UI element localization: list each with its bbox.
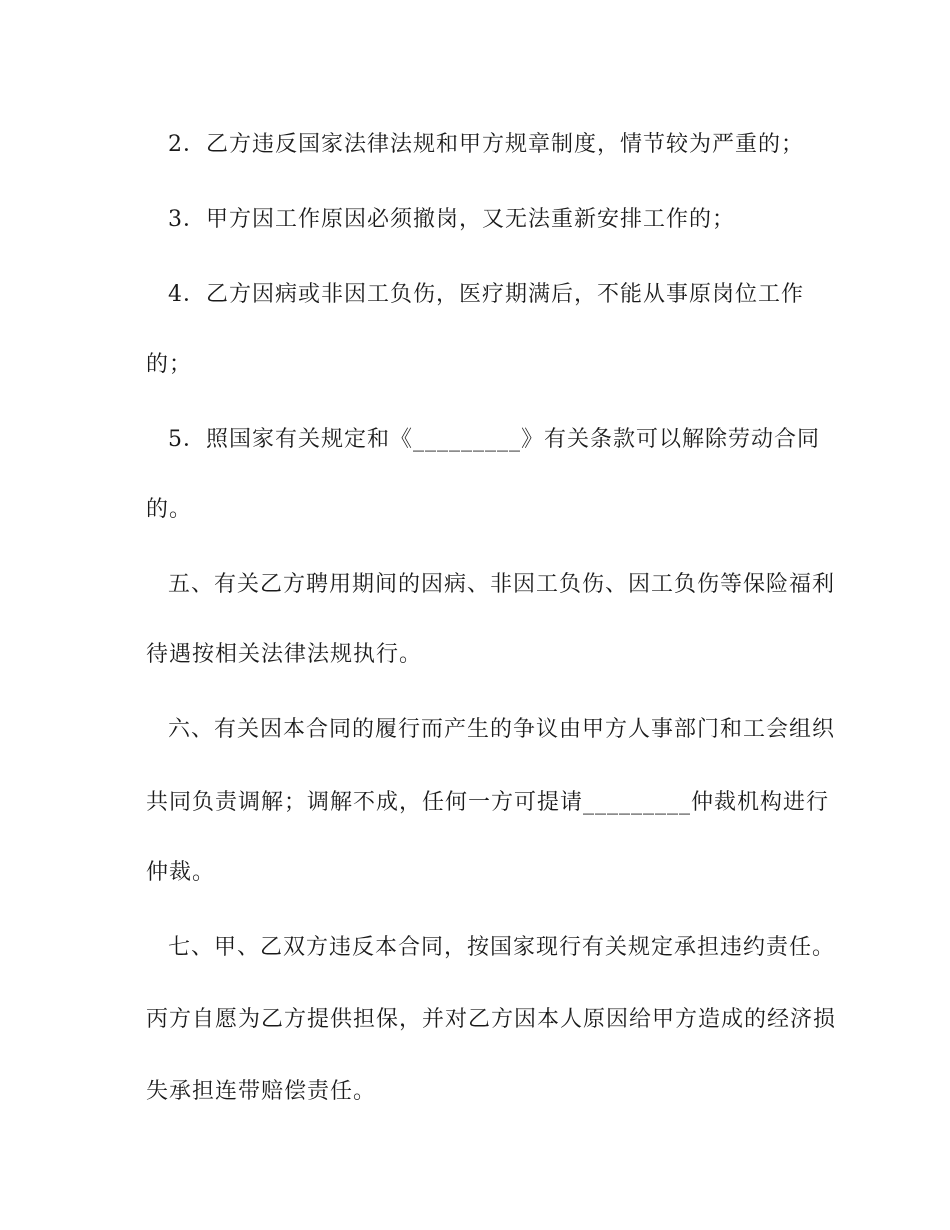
clause-4-item-5-cont: 的。 [146,497,193,522]
clause-4-item-3: 3．甲方因工作原因必须撤岗，又无法重新安排工作的； [168,207,735,232]
clause-4-item-2: 2．乙方违反国家法律法规和甲方规章制度，情节较为严重的； [168,132,804,157]
clause-4-item-5: 5．照国家有关规定和《_________》有关条款可以解除劳动合同 [168,427,820,452]
clause-7-cont-1: 丙方自愿为乙方提供担保，并对乙方因本人原因给甲方造成的经济损 [146,1007,837,1032]
clause-7-cont-2: 失承担连带赔偿责任。 [146,1079,377,1104]
clause-6: 六、有关因本合同的履行而产生的争议由甲方人事部门和工会组织 [168,717,836,742]
clause-5-cont: 待遇按相关法律法规执行。 [146,642,423,667]
clause-4-item-4: 4．乙方因病或非因工负伤，医疗期满后，不能从事原岗位工作 [168,282,804,307]
clause-5: 五、有关乙方聘用期间的因病、非因工负伤、因工负伤等保险福利 [168,572,836,597]
clause-7: 七、甲、乙双方违反本合同，按国家现行有关规定承担违约责任。 [168,935,836,960]
clause-6-cont-2: 仲裁。 [146,860,216,885]
clause-6-cont-1: 共同负责调解；调解不成，任何一方可提请_________仲裁机构进行 [146,790,830,815]
clause-4-item-4-cont: 的； [146,352,193,377]
